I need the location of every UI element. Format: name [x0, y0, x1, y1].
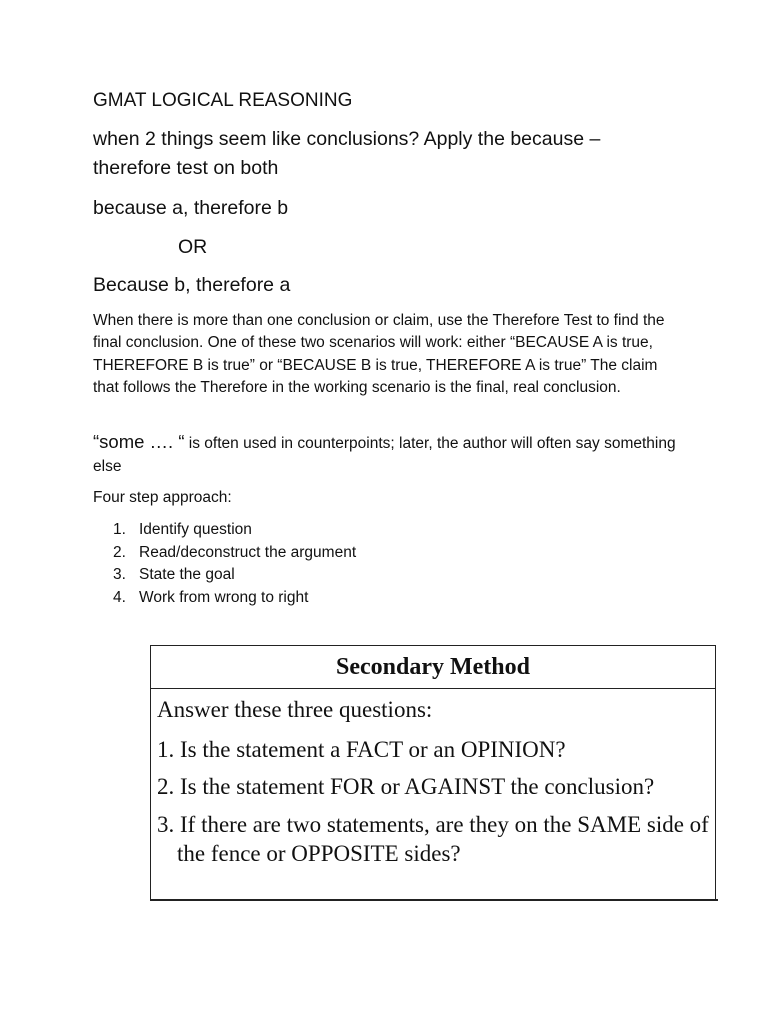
list-item [113, 519, 356, 542]
some-note [93, 430, 683, 478]
some-note-text: is often used in counterpoints; later, the author will often say something else [93, 435, 676, 475]
steps-list [113, 519, 356, 610]
secondary-method-heading: Secondary Method [151, 646, 715, 689]
secondary-question: 2. Is the statement FOR or AGAINST the conclusion? [157, 774, 655, 799]
step-text: Identify question [139, 521, 252, 538]
box-bottom-rule [150, 899, 718, 901]
option-a: because a, therefore b [93, 197, 289, 219]
option-b: Because b, therefore a [93, 274, 291, 296]
step-text: Work from wrong to right [139, 589, 309, 607]
secondary-method-body [151, 689, 715, 869]
or-text: OR [178, 236, 208, 258]
page-title: GMAT LOGICAL REASONING [93, 90, 353, 111]
list-item [113, 564, 356, 587]
step-number: 2. [113, 543, 126, 561]
four-step-heading: Four step approach: [93, 489, 232, 506]
list-item [113, 542, 356, 565]
secondary-question: 1. Is the statement a FACT or an OPINION? [157, 736, 566, 762]
step-text: State the goal [139, 566, 235, 584]
some-quote: “some …. “ [93, 431, 185, 452]
step-number: 4. [113, 589, 126, 607]
step-number: 3. [113, 566, 126, 584]
step-number: 1. [113, 521, 126, 538]
secondary-method-intro: Answer these three questions: [157, 697, 433, 722]
secondary-method-box [150, 645, 716, 899]
explanation-paragraph: When there is more than one conclusion or claim, use the Therefore Test to find the final conclusion. One of these two scenarios will work: either “BECAUSE A is true, THEREFORE B is true” or “BECAUSE B is true, THEREFORE A is true” The claim that follows the Therefore in the working scenario is the final, real conclusion. [93, 312, 665, 396]
list-item [113, 587, 356, 610]
step-text: Read/deconstruct the argument [139, 543, 357, 561]
secondary-question: 3. If there are two statements, are they on the SAME side of the fence or OPPOSITE sides? [157, 811, 709, 866]
question-line: when 2 things seem like conclusions? Apply the because – therefore test on both [93, 128, 601, 179]
